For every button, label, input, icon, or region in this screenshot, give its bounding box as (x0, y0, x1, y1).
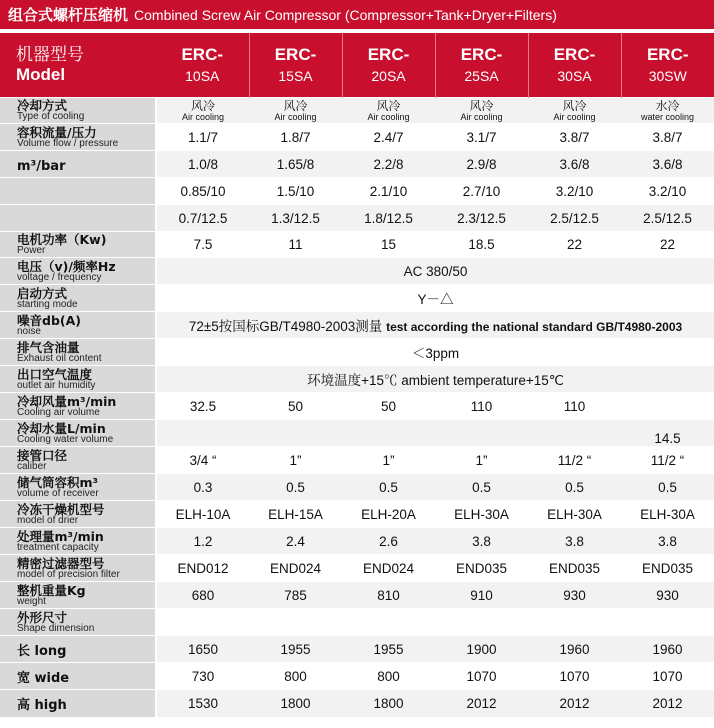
table-row (0, 124, 714, 151)
table-cell: 1” (342, 447, 435, 474)
table-cell: 3.8 (435, 528, 528, 555)
row-label (0, 178, 156, 205)
table-cell: 风冷 Air cooling (156, 98, 249, 124)
table-cell: 1.1/7 (156, 124, 249, 151)
table-cell-span: AC 380/50 (156, 258, 714, 285)
table-cell: 2012 (528, 690, 621, 717)
table-cell: 1955 (342, 636, 435, 663)
table-cell-span (156, 609, 714, 636)
table-cell: 3.8 (621, 528, 714, 555)
table-cell: 风冷 Air cooling (435, 98, 528, 124)
table-row (0, 258, 714, 285)
table-cell: 110 (435, 393, 528, 420)
table-cell: 11 (249, 232, 342, 258)
outlet-value-cn: 环境温度+15℃ (307, 373, 398, 388)
table-cell: 3.8/7 (528, 124, 621, 151)
row-label: 启动方式 starting mode (0, 285, 156, 312)
table-row (0, 420, 714, 447)
table-cell: 1900 (435, 636, 528, 663)
row-label: 外形尺寸 Shape dimension (0, 609, 156, 636)
table-cell: 0.5 (342, 474, 435, 501)
table-cell: 2012 (435, 690, 528, 717)
table-cell: 风冷 Air cooling (342, 98, 435, 124)
table-cell: 1800 (249, 690, 342, 717)
table-cell: END035 (435, 555, 528, 582)
table-row (0, 447, 714, 474)
table-cell: 1.8/7 (249, 124, 342, 151)
table-cell: 22 (528, 232, 621, 258)
table-cell: 1800 (342, 690, 435, 717)
table-cell: ELH-30A (621, 501, 714, 528)
table-row (0, 312, 714, 339)
table-cell: 785 (249, 582, 342, 609)
table-cell: 2.4/7 (342, 124, 435, 151)
table-row (0, 474, 714, 501)
table-cell: 810 (342, 582, 435, 609)
table-cell: 930 (621, 582, 714, 609)
table-cell: 14.5 (621, 420, 714, 447)
table-row (0, 609, 714, 636)
table-row (0, 98, 714, 124)
table-cell: 1.2 (156, 528, 249, 555)
model-header: ERC- 30SA (528, 33, 621, 98)
outlet-value-en: ambient temperature+15℃ (401, 373, 564, 388)
table-cell: 680 (156, 582, 249, 609)
row-label (0, 205, 156, 232)
table-cell: 1955 (249, 636, 342, 663)
table-cell: 1070 (528, 663, 621, 690)
table-cell: 0.5 (435, 474, 528, 501)
table-row (0, 690, 714, 717)
table-row (0, 232, 714, 258)
table-cell: ELH-30A (435, 501, 528, 528)
table-cell (342, 420, 435, 447)
table-cell: 800 (249, 663, 342, 690)
table-cell (249, 420, 342, 447)
model-header: ERC- 20SA (342, 33, 435, 98)
table-cell: 1.65/8 (249, 151, 342, 178)
table-row (0, 663, 714, 690)
table-cell: 风冷 Air cooling (528, 98, 621, 124)
table-cell-span: ＜3ppm (156, 339, 714, 366)
table-cell: 2.7/10 (435, 178, 528, 205)
table-cell: 1960 (528, 636, 621, 663)
table-cell: ELH-10A (156, 501, 249, 528)
table-cell: 0.5 (621, 474, 714, 501)
table-cell: 50 (249, 393, 342, 420)
row-label: 宽 wide (0, 663, 156, 690)
noise-value-cn: 72±5按国标GB/T4980-2003测量 (188, 319, 383, 334)
row-label: 整机重量Kg weight (0, 582, 156, 609)
table-cell: 3.6/8 (528, 151, 621, 178)
table-cell: 7.5 (156, 232, 249, 258)
table-cell: 0.7/12.5 (156, 205, 249, 232)
table-cell: 3.8 (528, 528, 621, 555)
table-row (0, 582, 714, 609)
row-label: 电压（v)/频率Hz voltage / frequency (0, 258, 156, 285)
row-label: 冷冻干燥机型号 model of drier (0, 501, 156, 528)
table-cell: 0.5 (528, 474, 621, 501)
table-cell: 2.5/12.5 (621, 205, 714, 232)
table-cell: 0.5 (249, 474, 342, 501)
table-cell: 910 (435, 582, 528, 609)
row-label: 容积流量/压力 Volume flow / pressure (0, 124, 156, 151)
table-cell: END035 (621, 555, 714, 582)
table-cell: 110 (528, 393, 621, 420)
noise-value-en: test according the national standard GB/T4980-2003 (386, 320, 683, 334)
row-label: 冷却方式 Type of cooling (0, 98, 156, 124)
table-cell: 800 (342, 663, 435, 690)
table-cell: 1.8/12.5 (342, 205, 435, 232)
table-cell: 1070 (621, 663, 714, 690)
table-cell: 3.6/8 (621, 151, 714, 178)
table-cell: 18.5 (435, 232, 528, 258)
table-cell-span (156, 366, 714, 393)
table-cell: 11/2 “ (528, 447, 621, 474)
table-cell: END012 (156, 555, 249, 582)
row-label: m³/bar (0, 151, 156, 178)
table-cell: 930 (528, 582, 621, 609)
table-row (0, 178, 714, 205)
table-cell: 2.1/10 (342, 178, 435, 205)
table-cell: 730 (156, 663, 249, 690)
table-cell (156, 420, 249, 447)
table-row (0, 151, 714, 178)
table-cell: 1.3/12.5 (249, 205, 342, 232)
table-cell: 2.4 (249, 528, 342, 555)
model-header: ERC- 15SA (249, 33, 342, 98)
table-row (0, 285, 714, 312)
table-cell: 1530 (156, 690, 249, 717)
table-row (0, 555, 714, 582)
row-label: 精密过滤器型号 model of precision filter (0, 555, 156, 582)
table-cell: ELH-30A (528, 501, 621, 528)
table-cell: 2012 (621, 690, 714, 717)
table-cell: 3/4 “ (156, 447, 249, 474)
row-label: 电机功率（Kw) Power (0, 232, 156, 258)
row-label: 处理量m³/min treatment capacity (0, 528, 156, 555)
row-label: 冷却水量L/min Cooling water volume (0, 420, 156, 447)
table-cell: ELH-20A (342, 501, 435, 528)
table-cell: 2.9/8 (435, 151, 528, 178)
title-en: Combined Screw Air Compressor (Compressor+Tank+Dryer+Filters) (134, 6, 557, 23)
model-header: ERC- 30SW (621, 33, 714, 98)
row-label: 出口空气温度 outlet air humidity (0, 366, 156, 393)
table-cell: 50 (342, 393, 435, 420)
table-row (0, 501, 714, 528)
header-row (0, 33, 714, 98)
table-cell: 3.1/7 (435, 124, 528, 151)
table-cell: 风冷 Air cooling (249, 98, 342, 124)
table-cell: 0.3 (156, 474, 249, 501)
table-cell: 1960 (621, 636, 714, 663)
table-cell: 11/2 “ (621, 447, 714, 474)
table-row (0, 205, 714, 232)
table-cell: 3.2/10 (621, 178, 714, 205)
table-row (0, 393, 714, 420)
row-label: 长 long (0, 636, 156, 663)
row-label: 接管口径 caliber (0, 447, 156, 474)
table-cell: 1.5/10 (249, 178, 342, 205)
table-cell: 2.3/12.5 (435, 205, 528, 232)
table-cell: 3.8/7 (621, 124, 714, 151)
table-cell: 1070 (435, 663, 528, 690)
row-label: 高 high (0, 690, 156, 717)
table-cell (621, 393, 714, 420)
title-banner (0, 0, 714, 29)
table-row (0, 636, 714, 663)
table-cell: 水冷 water cooling (621, 98, 714, 124)
table-cell: 1.0/8 (156, 151, 249, 178)
table-cell: 2.2/8 (342, 151, 435, 178)
table-cell (528, 420, 621, 447)
table-cell: ELH-15A (249, 501, 342, 528)
table-cell (435, 420, 528, 447)
table-cell: 15 (342, 232, 435, 258)
title-cn: 组合式螺杆压缩机 (8, 6, 129, 24)
table-cell: 1” (435, 447, 528, 474)
row-label: 噪音db(A) noise (0, 312, 156, 339)
spec-table (0, 33, 714, 717)
table-cell: END035 (528, 555, 621, 582)
table-cell-span: Y－△ (156, 285, 714, 312)
table-cell: 32.5 (156, 393, 249, 420)
table-row (0, 366, 714, 393)
table-cell: 22 (621, 232, 714, 258)
table-row (0, 339, 714, 366)
table-cell: END024 (249, 555, 342, 582)
row-label: 冷却风量m³/min Cooling air volume (0, 393, 156, 420)
table-cell: 2.5/12.5 (528, 205, 621, 232)
table-cell: 1” (249, 447, 342, 474)
table-cell: 3.2/10 (528, 178, 621, 205)
model-label: 机器型号 Model (0, 33, 156, 98)
table-cell: 1650 (156, 636, 249, 663)
row-label: 排气含油量 Exhaust oil content (0, 339, 156, 366)
table-cell-span (156, 312, 714, 339)
table-cell: 0.85/10 (156, 178, 249, 205)
table-cell: 2.6 (342, 528, 435, 555)
table-row (0, 528, 714, 555)
model-header: ERC- 25SA (435, 33, 528, 98)
model-header: ERC- 10SA (156, 33, 249, 98)
row-label: 储气筒容积m³ volume of receiver (0, 474, 156, 501)
table-cell: END024 (342, 555, 435, 582)
